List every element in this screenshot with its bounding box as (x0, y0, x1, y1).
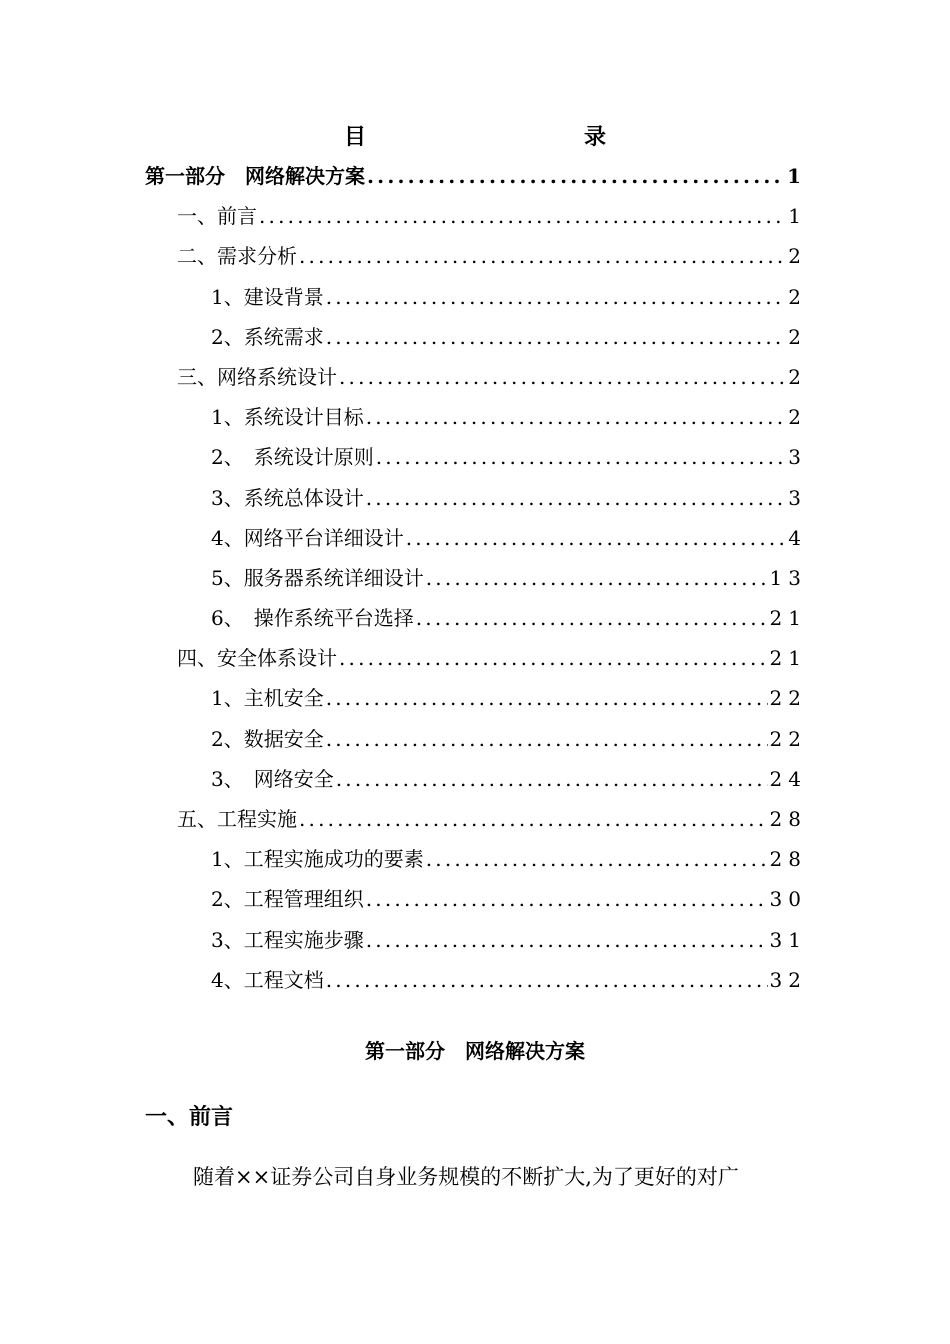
toc-entry[interactable] (145, 964, 807, 1004)
toc-entry[interactable] (145, 924, 807, 964)
toc-leader-dots (376, 445, 787, 469)
toc-entry-label: 3、系统总体设计 (211, 485, 364, 510)
toc-entry-label: 2、数据安全 (211, 726, 324, 751)
toc-entry-page: 22 (769, 726, 807, 751)
toc-entry-label: 四、安全体系设计 (177, 646, 337, 671)
toc-entry-page: 2 (788, 324, 807, 349)
toc-entry[interactable] (145, 682, 807, 722)
toc-entry-page: 24 (769, 766, 807, 791)
toc-entry-page: 1 (787, 164, 807, 188)
toc-leader-dots (299, 244, 786, 268)
toc-entry-label: 三、网络系统设计 (177, 364, 337, 389)
toc-entry-label: 3、 网络安全 (211, 766, 334, 791)
toc-entry-page: 2 (788, 405, 807, 430)
toc-entry[interactable] (145, 321, 807, 361)
toc-leader-dots (416, 606, 768, 630)
toc-entry-label: 1、主机安全 (211, 686, 324, 711)
toc-leader-dots (366, 887, 768, 911)
toc-title: 目 录 (343, 124, 664, 150)
toc-entry-page: 1 (788, 204, 807, 229)
toc-entry-page: 4 (788, 525, 807, 550)
toc-entry[interactable] (145, 240, 807, 280)
toc-leader-dots (426, 847, 768, 871)
section-heading: 一、前言 (145, 1104, 234, 1130)
toc-leader-dots (406, 526, 787, 550)
toc-entry-label: 3、工程实施步骤 (211, 927, 364, 952)
toc-entry[interactable] (145, 361, 807, 401)
toc-leader-dots (339, 646, 768, 670)
toc-entry[interactable] (145, 482, 807, 522)
toc-entry-label: 4、工程文档 (211, 967, 324, 992)
toc-entry-label: 五、工程实施 (177, 807, 297, 831)
toc-entry[interactable] (145, 522, 807, 562)
toc-entry-label: 1、工程实施成功的要素 (211, 847, 424, 872)
toc-leader-dots (367, 164, 785, 188)
toc-leader-dots (339, 365, 786, 389)
toc-entry-page: 13 (769, 565, 807, 590)
toc-leader-dots (336, 767, 768, 791)
toc-entry-label: 5、服务器系统详细设计 (211, 565, 424, 590)
table-of-contents (145, 160, 807, 1004)
toc-leader-dots (299, 807, 768, 831)
toc-entry-label: 1、系统设计目标 (211, 405, 364, 430)
toc-entry-page: 3 (788, 445, 807, 470)
toc-entry-page: 21 (769, 606, 807, 631)
toc-leader-dots (366, 486, 787, 510)
toc-entry-label: 2、系统需求 (211, 324, 324, 349)
toc-entry-page: 30 (769, 887, 807, 912)
toc-entry-page: 28 (769, 807, 807, 831)
toc-entry[interactable] (145, 401, 807, 441)
toc-entry-label: 一、前言 (177, 204, 257, 229)
toc-leader-dots (259, 204, 786, 228)
part-heading: 第一部分 网络解决方案 (365, 1039, 585, 1063)
toc-entry-page: 2 (788, 284, 807, 309)
toc-entry[interactable] (145, 642, 807, 682)
toc-leader-dots (326, 727, 768, 751)
toc-entry-page: 3 (788, 485, 807, 510)
toc-entry-page: 2 (788, 244, 807, 269)
toc-entry-label: 1、建设背景 (211, 284, 324, 309)
toc-entry-page: 31 (769, 927, 807, 952)
toc-entry-label: 第一部分 网络解决方案 (145, 164, 365, 188)
toc-leader-dots (326, 968, 768, 992)
toc-leader-dots (366, 928, 768, 952)
toc-entry[interactable] (145, 763, 807, 803)
toc-entry[interactable] (145, 562, 807, 602)
toc-entry[interactable] (145, 803, 807, 843)
toc-entry[interactable] (145, 843, 807, 883)
toc-leader-dots (326, 285, 787, 309)
toc-entry[interactable] (145, 200, 807, 240)
toc-entry-label: 二、需求分析 (177, 244, 297, 269)
toc-entry-label: 2、 系统设计原则 (211, 445, 374, 470)
toc-entry-page: 22 (769, 686, 807, 711)
toc-entry-label: 4、网络平台详细设计 (211, 525, 404, 550)
toc-entry-page: 21 (769, 646, 807, 671)
toc-entry[interactable] (145, 441, 807, 481)
body-paragraph: 随着××证券公司自身业务规模的不断扩大,为了更好的对广 (193, 1165, 739, 1189)
toc-entry-label: 6、 操作系统平台选择 (211, 606, 414, 631)
toc-leader-dots (326, 686, 768, 710)
toc-entry[interactable] (145, 281, 807, 321)
toc-entry[interactable] (145, 723, 807, 763)
toc-entry-page: 28 (769, 847, 807, 872)
toc-entry-page: 2 (788, 364, 807, 389)
toc-leader-dots (326, 325, 787, 349)
toc-entry[interactable] (145, 160, 807, 200)
toc-entry-label: 2、工程管理组织 (211, 887, 364, 912)
toc-entry[interactable] (145, 883, 807, 923)
toc-entry-page: 32 (769, 967, 807, 992)
toc-entry[interactable] (145, 602, 807, 642)
toc-leader-dots (366, 405, 787, 429)
toc-leader-dots (426, 566, 768, 590)
